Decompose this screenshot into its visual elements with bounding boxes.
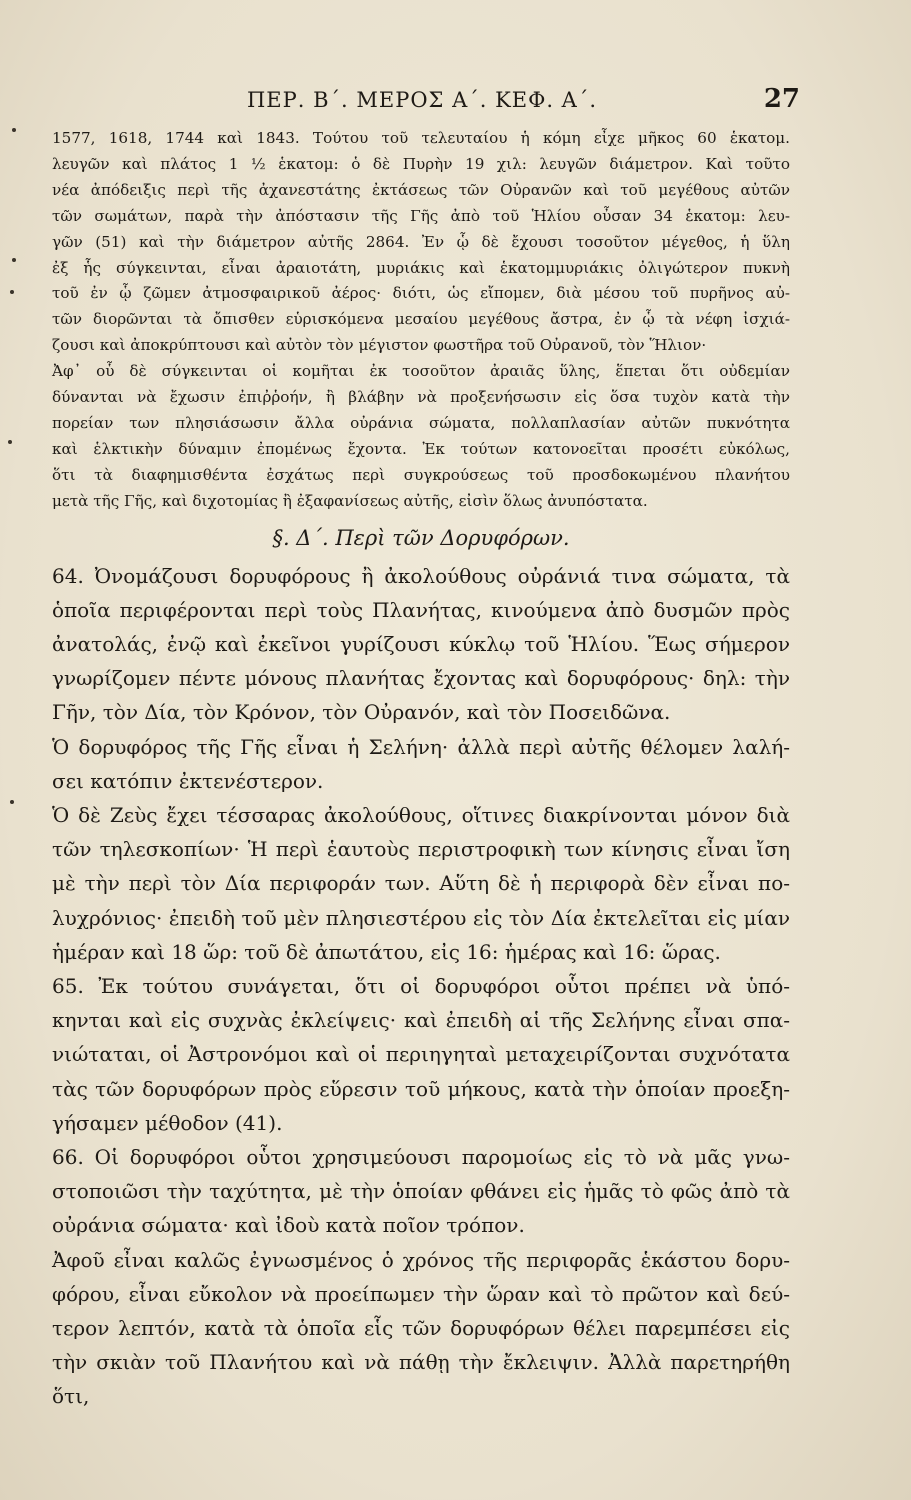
text-line: 1577, 1618, 1744 καὶ 1843. Τούτου τοῦ τελευταίου ἡ κόμη εἶχε μῆκος 60 ἑκατομ.	[52, 129, 790, 147]
satellites-section	[52, 559, 790, 1414]
text-line: φόρου, εἶναι εὔκολον νὰ προείπωμεν τὴν ὥραν καὶ τὸ πρῶτον καὶ δεύ-	[52, 1281, 790, 1306]
text-line: οὐράνια σώματα· καὶ ἰδοὺ κατὰ ποῖον τρόπον.	[52, 1213, 525, 1238]
text-line: 64. Ὀνομάζουσι δορυφόρους ἢ ἀκολούθους οὐράνιά τινα σώματα, τὰ	[52, 563, 790, 588]
text-line: Ὁ δορυφόρος τῆς Γῆς εἶναι ἡ Σελήνη· ἀλλὰ περὶ αὐτῆς θέλομεν λαλή-	[52, 734, 790, 759]
page-body	[52, 126, 790, 1414]
page-number: 27	[763, 84, 800, 114]
text-line: τερον λεπτόν, κατὰ τὰ ὁποῖα εἷς τῶν δορυφόρων θέλει παρεμπέσει εἰς	[52, 1316, 790, 1341]
text-line: λευγῶν καὶ πλάτος 1 ½ ἑκατομ: ὁ δὲ Πυρὴν 19 χιλ: λευγῶν διάμετρον. Καὶ τοῦτο	[52, 154, 790, 173]
text-line: τῶν τηλεσκοπίων· Ἡ περὶ ἑαυτοὺς περιστροφικὴ των κίνησις εἶναι ἴση	[52, 837, 790, 862]
text-line: ἀνατολάς, ἐνῷ καὶ ἐκεῖνοι γυρίζουσι κύκλῳ τοῦ Ἡλίου. Ἕως σήμερον	[52, 632, 790, 656]
text-line: ἐξ ἧς σύγκεινται, εἶναι ἀραιοτάτη, μυριάκις καὶ ἑκατομμυριάκις ὀλιγώτερον πυκνὴ	[52, 258, 790, 277]
text-line: γνωρίζομεν πέντε μόνους πλανήτας ἔχοντας καὶ δορυφόρους· δηλ: τὴν	[52, 666, 790, 691]
text-line: Ὁ δὲ Ζεὺς ἔχει τέσσαρας ἀκολούθους, οἵτινες διακρίνονται μόνον διὰ	[52, 803, 790, 828]
text-line: τῶν διορῶνται τὰ ὄπισθεν εὑρισκόμενα μεσαίου μεγέθους ἄστρα, ἐν ᾧ τὰ νέφη ἰσχιά-	[52, 310, 790, 329]
margin-speck	[10, 800, 14, 804]
text-line: καὶ ἑλκτικὴν δύναμιν ἐπομένως ἔχοντα. Ἐκ τούτων κατονοεῖται προσέτι εὐκόλως,	[52, 439, 790, 458]
text-line: μὲ τὴν περὶ τὸν Δία περιφοράν των. Αὕτη δὲ ἡ περιφορὰ δὲν εἶναι πο-	[52, 871, 790, 896]
text-line: νέα ἀπόδειξις περὶ τῆς ἀχανεστάτης ἐκτάσεως τῶν Οὐρανῶν καὶ τοῦ μεγέθους αὐτῶν	[52, 180, 790, 199]
text-line: Ἀφ᾽ οὗ δὲ σύγκεινται οἱ κομῆται ἐκ τοσοῦτον ἀραιᾶς ὕλης, ἕπεται ὅτι οὐδεμίαν	[52, 362, 790, 381]
text-line: στοποιῶσι τὴν ταχύτητα, μὲ τὴν ὁποίαν φθάνει εἰς ἡμᾶς τὸ φῶς ἀπὸ τὰ	[52, 1179, 790, 1204]
text-line: κηνται καὶ εἰς συχνὰς ἐκλείψεις· καὶ ἐπειδὴ αἱ τῆς Σελήνης εἶναι σπα-	[52, 1008, 790, 1033]
text-line: ζουσι καὶ ἀποκρύπτουσι καὶ αὐτὸν τὸν μέγιστον φωστῆρα τοῦ Οὐρανοῦ, τὸν Ἥλιον·	[52, 336, 707, 355]
text-line: 66. Οἱ δορυφόροι οὗτοι χρησιμεύουσι παρομοίως εἰς τὸ νὰ μᾶς γνω-	[52, 1145, 790, 1170]
text-line: Γῆν, τὸν Δία, τὸν Κρόνον, τὸν Οὐρανόν, καὶ τὸν Ποσειδῶνα.	[52, 700, 671, 725]
text-line: μετὰ τῆς Γῆς, καὶ διχοτομίας ἢ ἐξαφανίσεως αὐτῆς, εἰσὶν ὅλως ἀνυπόστατα.	[52, 491, 648, 510]
text-line: τοῦ ἐν ᾧ ζῶμεν ἀτμοσφαιρικοῦ ἀέρος· διότι, ὡς εἴπομεν, διὰ μέσου τοῦ πυρῆνος αὐ-	[52, 284, 790, 303]
margin-speck	[8, 440, 12, 444]
page-header	[52, 84, 800, 122]
comet-paragraph	[52, 126, 790, 515]
text-line: σει κατόπιν ἐκτενέστερον.	[52, 768, 324, 793]
margin-speck	[12, 258, 16, 262]
text-line: Ἀφοῦ εἶναι καλῶς ἐγνωσμένος ὁ χρόνος τῆς περιφορᾶς ἑκάστου δορυ-	[52, 1247, 790, 1272]
text-line: τὴν σκιὰν τοῦ Πλανήτου καὶ νὰ πάθῃ τὴν ἔκλειψιν. Ἀλλὰ παρετηρήθη ὅτι,	[52, 1350, 790, 1409]
text-line: δύνανται νὰ ἔχωσιν ἐπιῤῥοήν, ἢ βλάβην νὰ προξενήσωσιν εἰς ὅσα τυχὸν κατὰ τὴν	[52, 388, 790, 407]
text-line: τὰς τῶν δορυφόρων πρὸς εὕρεσιν τοῦ μήκους, κατὰ τὴν ὁποίαν προεξη-	[52, 1076, 790, 1101]
text-line: ὁποῖα περιφέρονται περὶ τοὺς Πλανήτας, κινούμενα ἀπὸ δυσμῶν πρὸς	[52, 597, 790, 622]
text-line: πορείαν των πλησιάσωσιν ἄλλα οὐράνια σώματα, πολλαπλασίαν αὐτῶν πυκνότητα	[52, 413, 790, 432]
running-head: ΠΕΡ. Β΄. ΜΕΡΟΣ Α΄. ΚΕΦ. Α΄.	[246, 88, 598, 112]
text-line: νιώταται, οἱ Ἀστρονόμοι καὶ οἱ περιηγηταὶ μεταχειρίζονται συχνότατα	[52, 1042, 790, 1067]
text-line: 65. Ἐκ τούτου συνάγεται, ὅτι οἱ δορυφόροι οὗτοι πρέπει νὰ ὑπό-	[52, 974, 790, 999]
text-line: ὅτι τὰ διαφημισθέντα ἐσχάτως περὶ συγκρούσεως τοῦ προσδοκωμένου πλανήτου	[52, 465, 790, 484]
text-line: ἡμέραν καὶ 18 ὥρ: τοῦ δὲ ἀπωτάτου, εἰς 16: ἡμέρας καὶ 16: ὥρας.	[52, 939, 721, 964]
margin-speck	[10, 290, 14, 294]
section-title: §. Δ΄. Περὶ τῶν Δορυφόρων.	[272, 525, 570, 550]
text-line: γῶν (51) καὶ τὴν διάμετρον αὐτῆς 2864. Ἐν ᾧ δὲ ἔχουσι τοσοῦτον μέγεθος, ἡ ὕλη	[52, 232, 790, 251]
text-line: λυχρόνιος· ἐπειδὴ τοῦ μὲν πλησιεστέρου εἰς τὸν Δία ἐκτελεῖται εἰς μίαν	[52, 905, 790, 930]
text-line: γήσαμεν μέθοδον (41).	[52, 1110, 283, 1135]
text-line: τῶν σωμάτων, παρὰ τὴν ἀπόστασιν τῆς Γῆς ἀπὸ τοῦ Ἡλίου οὖσαν 34 ἑκατομ: λευ-	[52, 206, 790, 225]
margin-speck	[12, 128, 16, 132]
